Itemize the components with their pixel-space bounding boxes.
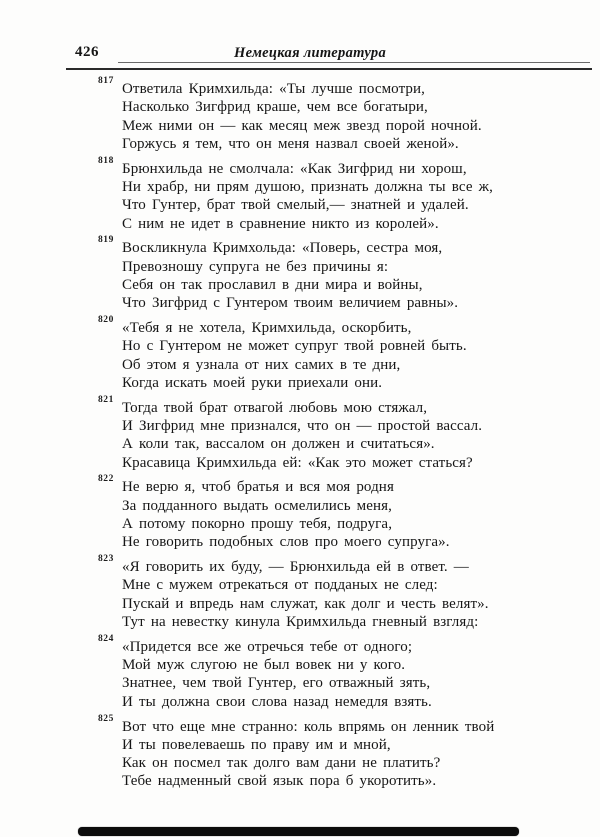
stanza — [97, 235, 545, 312]
verse-line: «Я говорить их буду, — Брюнхильда ей в ответ. — — [122, 559, 469, 576]
verse-line: И ты должна свои слова назад немедля взять. — [122, 693, 432, 710]
stanza — [97, 633, 545, 711]
verse-line: Как он посмел так долго вам дани не платить? — [122, 755, 441, 772]
stanza-number: 822 — [97, 474, 114, 485]
verse-line: А потому покорно прошу тебя, подруга, — [122, 516, 393, 533]
stanza-number: 820 — [97, 315, 114, 326]
verse-block — [97, 76, 545, 797]
stanza-number: 825 — [97, 713, 114, 724]
verse-line: Пускай и впредь нам служат, как долг и честь велят». — [122, 595, 489, 612]
verse-line: Не верю я, чтоб братья и вся моя родня — [122, 479, 394, 496]
stanza — [97, 76, 545, 153]
stanza — [97, 155, 545, 233]
stanza-number: 817 — [97, 76, 114, 86]
verse-line: Не говорить подобных слов про моего супруга». — [122, 534, 450, 551]
verse-line: Но с Гунтером не может супруг твой ровней быть. — [122, 338, 467, 355]
verse-line: «Тебя я не хотела, Кримхильда, оскорбить, — [122, 320, 412, 337]
verse-line: Брюнхильда не смолчала: «Как Зигфрид ни хорош, — [122, 160, 467, 177]
stanza-number: 823 — [97, 554, 114, 565]
verse-line: Что Гунтер, брат твой смелый,— знатней и удалей. — [122, 197, 469, 214]
verse-line: Об этом я узнала от них самих в те дни, — [122, 356, 401, 373]
stanza — [97, 554, 545, 631]
verse-line: Себя он так прославил в дни мира и войны, — [122, 276, 423, 293]
stanza-number: 821 — [97, 394, 114, 405]
stanza-number: 819 — [97, 235, 114, 246]
verse-line: И Зигфрид мне признался, что он — простой вассал. — [122, 418, 483, 435]
verse-line: Знатнее, чем твой Гунтер, его отважный зять, — [122, 675, 431, 692]
verse-line: Воскликнула Кримхольда: «Поверь, сестра моя, — [122, 240, 443, 257]
verse-line: Ни храбр, ни прям душою, признать должна ты все ж, — [122, 178, 493, 195]
stanza-number: 824 — [97, 633, 114, 644]
stanza — [97, 713, 545, 791]
stanza — [97, 474, 545, 551]
verse-line: Тут на невестку кинула Кримхильда гневный взгляд: — [122, 614, 479, 631]
running-title: Немецкая литература — [233, 45, 386, 61]
verse-line: Меж ними он — как месяц меж звезд порой ночной. — [122, 117, 482, 134]
verse-line: Насколько Зигфрид краше, чем все богатыри, — [122, 99, 428, 116]
verse-line: Горжусь я тем, что он меня назвал своей женой». — [122, 135, 459, 152]
verse-line: Тебе надменный свой язык пора б укоротить». — [122, 773, 437, 790]
verse-line: За подданного выдать осмелились меня, — [122, 497, 393, 514]
verse-line: Ответила Кримхильда: «Ты лучше посмотри, — [122, 81, 425, 97]
stanza-number: 818 — [97, 155, 114, 166]
verse-line: Что Зигфрид с Гунтером твоим величием равны». — [122, 295, 459, 312]
scan-bottom-bar — [78, 827, 519, 836]
stanza — [97, 394, 545, 472]
verse-line: И ты повелеваешь по праву им и мной, — [122, 736, 391, 753]
verse-line: Тогда твой брат отвагой любовь мою стяжал, — [122, 399, 428, 416]
page-header — [75, 44, 545, 64]
verse-line: Вот что еще мне странно: коль впрямь он ленник твой — [122, 718, 495, 735]
verse-line: Мне с мужем отрекаться от подданых не след: — [122, 577, 438, 594]
verse-line: Красавица Кримхильда ей: «Как это может статься? — [122, 454, 473, 471]
verse-line: Когда искать моей руки приехали они. — [122, 374, 383, 391]
verse-line: С ним не идет в сравнение никто из королей». — [122, 215, 439, 232]
verse-line: «Придется все же отречься тебе от одного; — [122, 638, 413, 655]
header-rule-thin — [118, 62, 590, 63]
header-rule — [66, 68, 592, 70]
verse-line: Мой муж слугою не был вовек ни у кого. — [122, 657, 406, 674]
verse-line: Превозношу супруга не без причины я: — [122, 258, 389, 275]
stanza — [97, 315, 545, 392]
page-number: 426 — [75, 44, 99, 60]
verse-line: А коли так, вассалом он должен и считаться». — [122, 436, 435, 453]
